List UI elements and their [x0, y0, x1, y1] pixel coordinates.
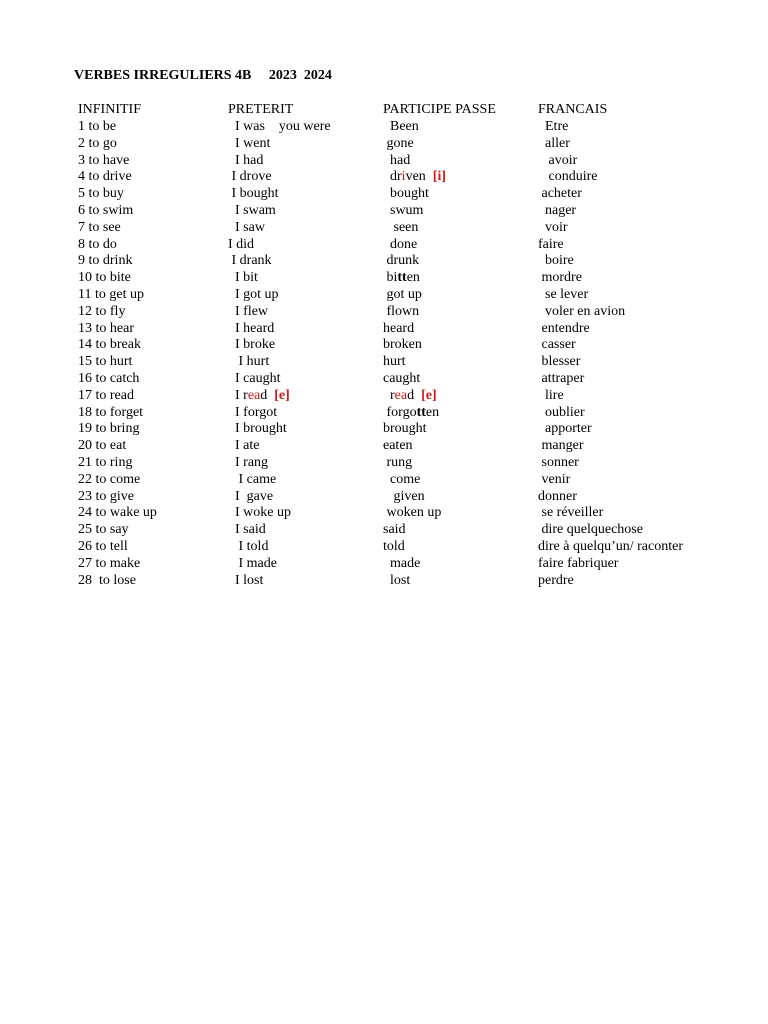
preterit-cell: I got up	[228, 286, 279, 302]
francais-cell: boire	[538, 253, 574, 269]
verb-row	[0, 522, 768, 539]
participe-passe-cell-part: dr	[383, 169, 402, 185]
preterit-cell-part: ea	[247, 387, 261, 403]
verb-row	[0, 489, 768, 506]
header-row	[0, 102, 768, 119]
infinitif-cell: 21 to ring	[78, 454, 133, 470]
francais-cell: se réveiller	[538, 505, 604, 521]
preterit-cell: I swam	[228, 202, 276, 218]
participe-passe-cell: broken	[383, 337, 422, 353]
verb-row	[0, 354, 768, 371]
francais-cell: se lever	[538, 286, 589, 302]
header-francais: FRANCAIS	[538, 102, 608, 117]
infinitif-cell: 19 to bring	[78, 421, 140, 437]
participe-passe-cell: said	[383, 522, 406, 538]
francais-cell: conduire	[538, 169, 598, 185]
verb-row	[0, 270, 768, 287]
infinitif-cell: 2 to go	[78, 135, 117, 151]
preterit-cell: I flew	[228, 303, 269, 319]
participe-passe-cell: brought	[383, 421, 427, 437]
infinitif-cell: 18 to forget	[78, 404, 144, 420]
francais-cell: acheter	[538, 186, 582, 202]
participe-passe-cell-part: [i]	[432, 169, 446, 185]
participe-passe-cell-part: en	[406, 270, 420, 286]
infinitif-cell: 7 to see	[78, 219, 121, 235]
infinitif-cell: 11 to get up	[78, 286, 144, 302]
verb-row	[0, 438, 768, 455]
preterit-cell: I said	[228, 522, 266, 538]
francais-cell: manger	[538, 438, 584, 454]
infinitif-cell: 10 to bite	[78, 270, 131, 286]
participe-passe-cell-part: en	[425, 404, 440, 420]
francais-cell: blesser	[538, 354, 581, 370]
preterit-cell-part: I r	[228, 387, 248, 403]
infinitif-cell: 14 to break	[78, 337, 141, 353]
verb-table	[0, 102, 768, 589]
participe-passe-cell: told	[383, 538, 405, 554]
preterit-cell: I did	[228, 236, 255, 252]
preterit-cell-part: [e]	[274, 387, 290, 403]
francais-cell: dire à quelqu’un/ raconter	[538, 538, 683, 554]
preterit-cell-part: d	[260, 387, 275, 403]
verb-row	[0, 455, 768, 472]
preterit-cell: I went	[228, 135, 271, 151]
preterit-cell: I forgot	[228, 404, 278, 420]
preterit-cell: I came	[228, 471, 277, 487]
infinitif-cell: 23 to give	[78, 488, 134, 504]
verb-row	[0, 388, 768, 405]
participe-passe-cell: hurt	[383, 354, 406, 370]
francais-cell: donner	[538, 488, 577, 504]
verb-row	[0, 556, 768, 573]
verb-row	[0, 203, 768, 220]
participe-passe-cell: bought	[383, 186, 429, 202]
verb-row	[0, 539, 768, 556]
participe-passe-cell: lost	[383, 572, 411, 588]
francais-cell: voler en avion	[538, 303, 626, 319]
participe-passe-cell: heard	[383, 320, 415, 336]
infinitif-cell: 15 to hurt	[78, 354, 133, 370]
francais-cell: apporter	[538, 421, 592, 437]
participe-passe-cell: given	[383, 488, 425, 504]
preterit-cell: I brought	[228, 421, 287, 437]
participe-passe-cell-part: ven	[405, 169, 433, 185]
preterit-cell: I rang	[228, 454, 269, 470]
verb-row	[0, 405, 768, 422]
infinitif-cell: 20 to eat	[78, 438, 127, 454]
participe-passe-cell: had	[383, 152, 411, 168]
participe-passe-cell: Been	[383, 119, 419, 134]
infinitif-cell: 27 to make	[78, 555, 141, 571]
participe-passe-cell-part: i	[401, 169, 406, 185]
verb-row	[0, 136, 768, 153]
participe-passe-cell: drunk	[383, 253, 420, 269]
infinitif-cell: 17 to read	[78, 387, 134, 403]
participe-passe-cell: woken up	[383, 505, 442, 521]
preterit-cell: I bought	[228, 186, 279, 202]
verb-row	[0, 337, 768, 354]
verb-row	[0, 153, 768, 170]
header-preterit: PRETERIT	[228, 102, 294, 117]
infinitif-cell: 12 to fly	[78, 303, 126, 319]
infinitif-cell: 8 to do	[78, 236, 117, 252]
page-title: VERBES IRREGULIERS 4B 2023 2024	[74, 68, 332, 83]
participe-passe-cell-part: bi	[383, 270, 398, 286]
participe-passe-cell-part: tt	[416, 404, 426, 420]
preterit-cell: I made	[228, 555, 277, 571]
infinitif-cell: 1 to be	[78, 119, 117, 134]
participe-passe-cell: flown	[383, 303, 420, 319]
participe-passe-cell: gone	[383, 135, 414, 151]
preterit-cell: I had	[228, 152, 264, 168]
participe-passe-cell: eaten	[383, 438, 413, 454]
participe-passe-cell-part: r	[383, 387, 395, 403]
infinitif-cell: 6 to swim	[78, 202, 134, 218]
preterit-cell: I ate	[228, 438, 260, 454]
infinitif-cell: 3 to have	[78, 152, 130, 168]
verb-row	[0, 421, 768, 438]
infinitif-cell: 13 to hear	[78, 320, 134, 336]
verb-row	[0, 186, 768, 203]
francais-cell: lire	[538, 387, 564, 403]
francais-cell: perdre	[538, 572, 574, 588]
preterit-cell: I drank	[228, 253, 272, 269]
preterit-cell: I gave	[228, 488, 274, 504]
francais-cell: casser	[538, 337, 576, 353]
verb-row	[0, 119, 768, 136]
participe-passe-cell-part: d	[407, 387, 422, 403]
francais-cell: Etre	[538, 119, 569, 134]
preterit-cell: I broke	[228, 337, 276, 353]
verb-row	[0, 371, 768, 388]
participe-passe-cell-part: [e]	[421, 387, 437, 403]
verb-row	[0, 253, 768, 270]
preterit-cell: I was you were	[228, 119, 331, 134]
preterit-cell: I heard	[228, 320, 275, 336]
participe-passe-cell: swum	[383, 202, 424, 218]
participe-passe-cell	[383, 388, 437, 405]
participe-passe-cell	[383, 405, 439, 422]
verb-row	[0, 321, 768, 338]
participe-passe-cell: caught	[383, 370, 421, 386]
francais-cell: oublier	[538, 404, 585, 420]
participe-passe-cell-part: ea	[394, 387, 408, 403]
infinitif-cell: 22 to come	[78, 471, 141, 487]
infinitif-cell: 25 to say	[78, 522, 129, 538]
francais-cell: attraper	[538, 370, 585, 386]
preterit-cell: I bit	[228, 270, 258, 286]
francais-cell: aller	[538, 135, 570, 151]
infinitif-cell: 16 to catch	[78, 370, 140, 386]
preterit-cell: I lost	[228, 572, 264, 588]
participe-passe-cell: got up	[383, 286, 422, 302]
preterit-cell: I hurt	[228, 354, 270, 370]
infinitif-cell: 28 to lose	[78, 572, 136, 588]
infinitif-cell: 4 to drive	[78, 169, 132, 185]
infinitif-cell: 9 to drink	[78, 253, 133, 269]
verb-row	[0, 237, 768, 254]
francais-cell: avoir	[538, 152, 578, 168]
participe-passe-cell: done	[383, 236, 418, 252]
participe-passe-cell: seen	[383, 219, 419, 235]
verb-row	[0, 169, 768, 186]
francais-cell: nager	[538, 202, 577, 218]
francais-cell: faire fabriquer	[538, 555, 619, 571]
francais-cell: dire quelquechose	[538, 522, 643, 538]
participe-passe-cell-part: forgo	[383, 404, 417, 420]
francais-cell: voir	[538, 219, 568, 235]
participe-passe-cell	[383, 270, 420, 287]
francais-cell: entendre	[538, 320, 590, 336]
verb-row	[0, 472, 768, 489]
francais-cell: mordre	[538, 270, 582, 286]
francais-cell: venir	[538, 471, 571, 487]
preterit-cell: I saw	[228, 219, 265, 235]
header-participe-passe: PARTICIPE PASSE	[383, 102, 496, 117]
preterit-cell: I told	[228, 538, 269, 554]
verb-row	[0, 573, 768, 590]
preterit-cell: I caught	[228, 370, 281, 386]
verb-row	[0, 304, 768, 321]
header-infinitif: INFINITIF	[78, 102, 141, 117]
participe-passe-cell-part: tt	[397, 270, 407, 286]
preterit-cell: I woke up	[228, 505, 291, 521]
participe-passe-cell	[383, 169, 446, 186]
infinitif-cell: 24 to wake up	[78, 505, 157, 521]
francais-cell: faire	[538, 236, 564, 252]
infinitif-cell: 5 to buy	[78, 186, 124, 202]
participe-passe-cell: made	[383, 555, 421, 571]
verb-row	[0, 505, 768, 522]
preterit-cell	[228, 388, 290, 405]
verb-row	[0, 287, 768, 304]
infinitif-cell: 26 to tell	[78, 538, 128, 554]
verb-row	[0, 220, 768, 237]
preterit-cell: I drove	[228, 169, 272, 185]
participe-passe-cell: rung	[383, 454, 413, 470]
participe-passe-cell: come	[383, 471, 421, 487]
francais-cell: sonner	[538, 454, 579, 470]
